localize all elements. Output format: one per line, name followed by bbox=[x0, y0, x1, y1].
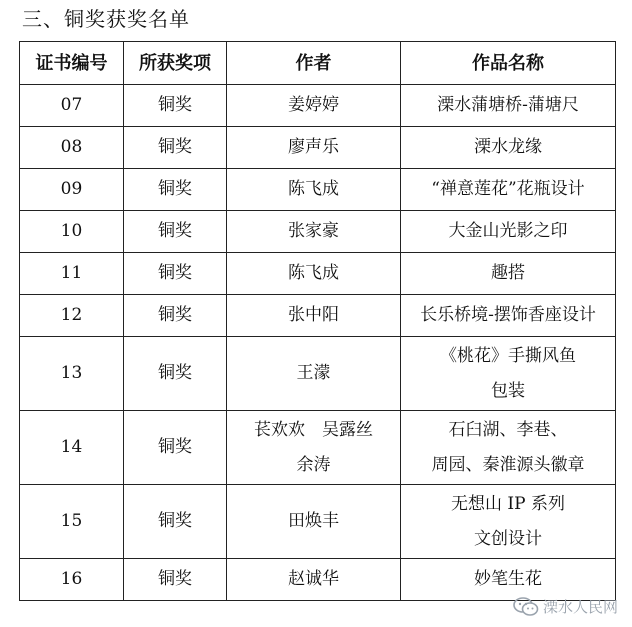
column-header-award: 所获奖项 bbox=[124, 42, 227, 85]
table-row bbox=[20, 559, 616, 601]
cell-author bbox=[227, 295, 401, 337]
cell-award: 铜奖 bbox=[124, 85, 227, 127]
cell-award: 铜奖 bbox=[124, 295, 227, 337]
cell-work-title-line: 趣搭 bbox=[491, 263, 525, 283]
column-header-author: 作者 bbox=[227, 42, 401, 85]
cell-work-title bbox=[401, 211, 616, 253]
table-row bbox=[20, 211, 616, 253]
section-heading: 三、铜奖获奖名单 bbox=[22, 7, 190, 31]
cell-work-title-line: “禅意莲花”花瓶设计 bbox=[431, 179, 585, 199]
cell-author-line: 廖声乐 bbox=[288, 137, 339, 157]
cell-work-title bbox=[401, 559, 616, 601]
cell-author bbox=[227, 169, 401, 211]
cell-author-line: 陈飞成 bbox=[288, 179, 339, 199]
cell-award: 铜奖 bbox=[124, 559, 227, 601]
cell-certificate-no: 14 bbox=[20, 411, 124, 485]
table-body bbox=[20, 85, 616, 601]
cell-work-title-line: 无想山 IP 系列 bbox=[451, 493, 565, 514]
cell-award: 铜奖 bbox=[124, 411, 227, 485]
cell-work-title bbox=[401, 85, 616, 127]
cell-author-line: 姜婷婷 bbox=[288, 95, 339, 115]
cell-certificate-no: 13 bbox=[20, 337, 124, 411]
cell-author bbox=[227, 411, 401, 485]
table-row bbox=[20, 253, 616, 295]
cell-author-line: 余涛 bbox=[296, 454, 331, 475]
cell-author bbox=[227, 253, 401, 295]
cell-work-title-line: 溧水蒲塘桥-蒲塘尺 bbox=[437, 95, 579, 115]
cell-certificate-no: 10 bbox=[20, 211, 124, 253]
watermark-text: 溧水人民网 bbox=[542, 598, 618, 616]
cell-work-title-line: 包装 bbox=[491, 380, 525, 401]
cell-work-title-line: 妙笔生花 bbox=[474, 569, 542, 589]
table-row bbox=[20, 295, 616, 337]
cell-work-title-line: 石臼湖、李巷、 bbox=[448, 419, 568, 440]
cell-work-title bbox=[401, 411, 616, 485]
cell-work-title-line: 文创设计 bbox=[474, 528, 542, 549]
cell-certificate-no: 12 bbox=[20, 295, 124, 337]
table-row bbox=[20, 169, 616, 211]
cell-author bbox=[227, 211, 401, 253]
table-header-row bbox=[20, 42, 616, 85]
table-row bbox=[20, 411, 616, 485]
table-row bbox=[20, 337, 616, 411]
cell-author-line: 陈飞成 bbox=[288, 263, 339, 283]
cell-author-line: 王濛 bbox=[296, 363, 331, 383]
cell-author bbox=[227, 485, 401, 559]
cell-author bbox=[227, 85, 401, 127]
cell-award: 铜奖 bbox=[124, 169, 227, 211]
column-header-certificate-no: 证书编号 bbox=[20, 42, 124, 85]
cell-work-title bbox=[401, 127, 616, 169]
cell-author-line: 赵诚华 bbox=[288, 569, 339, 589]
cell-author bbox=[227, 127, 401, 169]
cell-award: 铜奖 bbox=[124, 253, 227, 295]
cell-author-line: 田焕丰 bbox=[288, 511, 339, 531]
cell-work-title bbox=[401, 485, 616, 559]
bronze-award-table bbox=[19, 41, 616, 601]
cell-certificate-no: 07 bbox=[20, 85, 124, 127]
cell-work-title-line: 溧水龙缘 bbox=[474, 137, 542, 157]
column-header-work-title: 作品名称 bbox=[401, 42, 616, 85]
table-row bbox=[20, 85, 616, 127]
cell-author-line: 苌欢欢 吴露丝 bbox=[254, 419, 373, 440]
cell-work-title-line: 长乐桥境-摆饰香座设计 bbox=[420, 305, 596, 325]
cell-work-title-line: 《桃花》手撕风鱼 bbox=[440, 345, 576, 366]
cell-work-title-line: 大金山光影之印 bbox=[448, 221, 568, 241]
wechat-icon bbox=[513, 597, 539, 617]
cell-award: 铜奖 bbox=[124, 485, 227, 559]
cell-author bbox=[227, 559, 401, 601]
cell-work-title-line: 周园、秦淮源头徽章 bbox=[431, 454, 585, 475]
cell-author bbox=[227, 337, 401, 411]
cell-author-line: 张中阳 bbox=[288, 305, 339, 325]
cell-certificate-no: 15 bbox=[20, 485, 124, 559]
table-row bbox=[20, 127, 616, 169]
cell-work-title bbox=[401, 169, 616, 211]
cell-certificate-no: 11 bbox=[20, 253, 124, 295]
cell-work-title bbox=[401, 295, 616, 337]
cell-certificate-no: 16 bbox=[20, 559, 124, 601]
watermark bbox=[513, 596, 618, 617]
cell-certificate-no: 09 bbox=[20, 169, 124, 211]
cell-certificate-no: 08 bbox=[20, 127, 124, 169]
cell-work-title bbox=[401, 337, 616, 411]
cell-work-title bbox=[401, 253, 616, 295]
cell-award: 铜奖 bbox=[124, 211, 227, 253]
table-row bbox=[20, 485, 616, 559]
cell-author-line: 张家豪 bbox=[288, 221, 339, 241]
cell-award: 铜奖 bbox=[124, 127, 227, 169]
cell-award: 铜奖 bbox=[124, 337, 227, 411]
